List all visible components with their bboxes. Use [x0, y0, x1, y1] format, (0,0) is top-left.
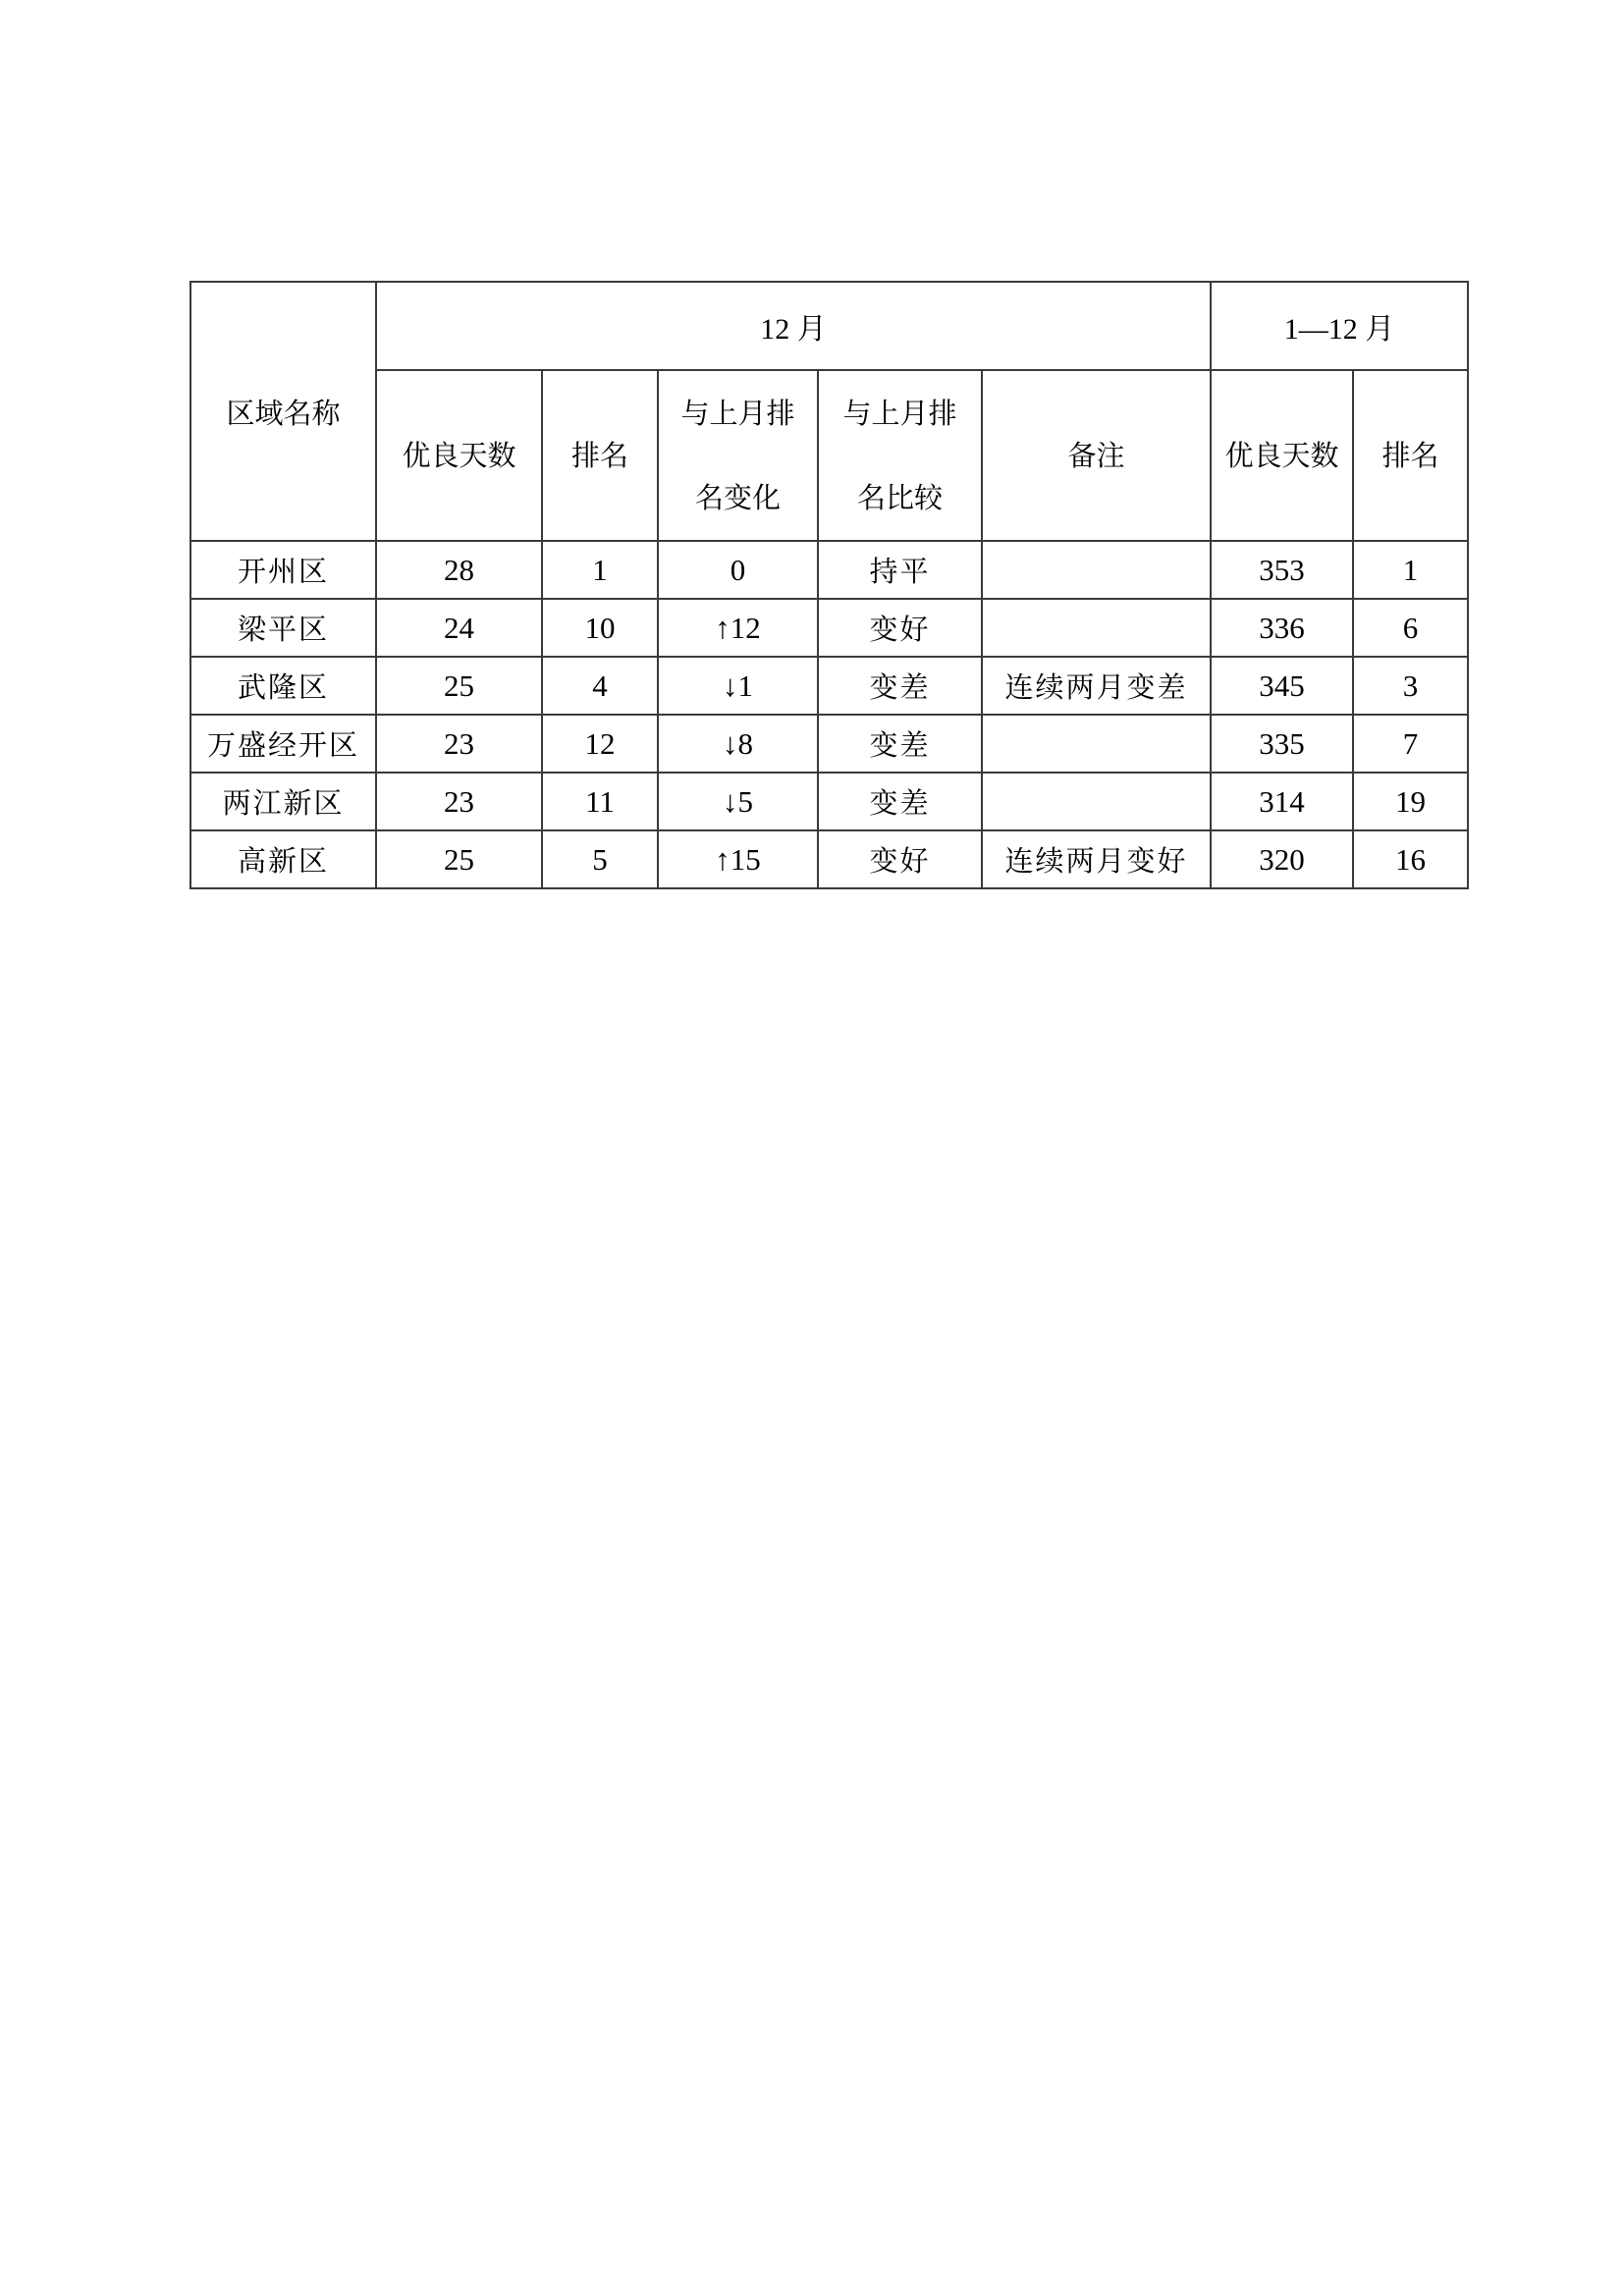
table-row — [190, 830, 1468, 888]
remark-cell — [982, 599, 1211, 657]
rank-change-cell: ↓8 — [658, 715, 818, 773]
compare-cell: 变好 — [818, 599, 982, 657]
compare-cell: 持平 — [818, 541, 982, 599]
rank-cell: 1 — [542, 541, 658, 599]
rank-cell: 12 — [542, 715, 658, 773]
rank-change-cell: ↑12 — [658, 599, 818, 657]
rank-change-cell: ↓5 — [658, 773, 818, 830]
table-row — [190, 541, 1468, 599]
region-cell: 梁平区 — [190, 599, 376, 657]
good-days-header: 优良天数 — [376, 370, 542, 541]
year-rank-cell: 16 — [1353, 830, 1468, 888]
rank-change-cell: ↓1 — [658, 657, 818, 715]
compare-cell: 变好 — [818, 830, 982, 888]
good-days-cell: 23 — [376, 715, 542, 773]
remark-cell: 连续两月变好 — [982, 830, 1211, 888]
year-rank-cell: 1 — [1353, 541, 1468, 599]
rank-compare-header-line2: 名比较 — [856, 481, 943, 514]
header-row-top — [190, 282, 1468, 370]
year-good-days-cell: 345 — [1211, 657, 1353, 715]
compare-cell: 变差 — [818, 657, 982, 715]
year-good-days-cell: 320 — [1211, 830, 1353, 888]
remark-cell: 连续两月变差 — [982, 657, 1211, 715]
year-rank-cell: 3 — [1353, 657, 1468, 715]
year-rank-cell: 7 — [1353, 715, 1468, 773]
table-row — [190, 657, 1468, 715]
good-days-cell: 23 — [376, 773, 542, 830]
remark-cell — [982, 773, 1211, 830]
year-rank-header: 排名 — [1353, 370, 1468, 541]
region-cell: 两江新区 — [190, 773, 376, 830]
year-rank-cell: 6 — [1353, 599, 1468, 657]
rank-cell: 5 — [542, 830, 658, 888]
rank-change-cell: ↑15 — [658, 830, 818, 888]
year-good-days-cell: 336 — [1211, 599, 1353, 657]
region-cell: 武隆区 — [190, 657, 376, 715]
year-good-days-cell: 353 — [1211, 541, 1353, 599]
year-good-days-cell: 335 — [1211, 715, 1353, 773]
region-cell: 万盛经开区 — [190, 715, 376, 773]
year-good-days-header: 优良天数 — [1211, 370, 1353, 541]
december-group-header: 12 月 — [376, 282, 1211, 370]
remark-cell — [982, 715, 1211, 773]
year-rank-cell: 19 — [1353, 773, 1468, 830]
compare-cell: 变差 — [818, 773, 982, 830]
rank-change-header-line1: 与上月排 — [680, 397, 795, 430]
air-quality-ranking-table — [189, 281, 1469, 889]
good-days-cell: 28 — [376, 541, 542, 599]
region-name-header: 区域名称 — [190, 282, 376, 541]
rank-cell: 4 — [542, 657, 658, 715]
rank-change-cell: 0 — [658, 541, 818, 599]
header-row-sub — [190, 370, 1468, 541]
year-to-date-group-header: 1—12 月 — [1211, 282, 1468, 370]
rank-header: 排名 — [542, 370, 658, 541]
good-days-cell: 24 — [376, 599, 542, 657]
region-cell: 高新区 — [190, 830, 376, 888]
rank-change-header — [658, 370, 818, 541]
rank-compare-header — [818, 370, 982, 541]
good-days-cell: 25 — [376, 657, 542, 715]
rank-compare-header-line1: 与上月排 — [842, 397, 957, 430]
compare-cell: 变差 — [818, 715, 982, 773]
remark-header: 备注 — [982, 370, 1211, 541]
remark-cell — [982, 541, 1211, 599]
table-row — [190, 715, 1468, 773]
region-cell: 开州区 — [190, 541, 376, 599]
rank-cell: 10 — [542, 599, 658, 657]
table-row — [190, 773, 1468, 830]
year-good-days-cell: 314 — [1211, 773, 1353, 830]
good-days-cell: 25 — [376, 830, 542, 888]
table-row — [190, 599, 1468, 657]
rank-cell: 11 — [542, 773, 658, 830]
rank-change-header-line2: 名变化 — [694, 481, 781, 514]
